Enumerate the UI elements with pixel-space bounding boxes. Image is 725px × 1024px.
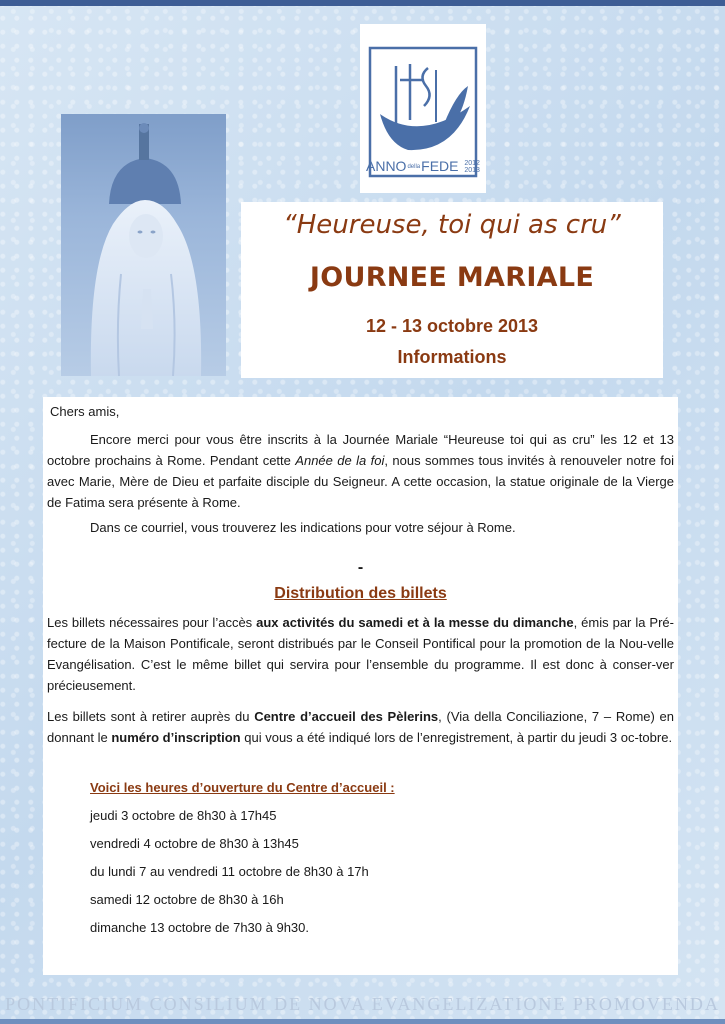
hours-item: du lundi 7 au vendredi 11 octobre de 8h30 à 17h bbox=[90, 864, 369, 879]
separator-dash: - bbox=[357, 559, 364, 576]
hours-item: samedi 12 octobre de 8h30 à 16h bbox=[90, 892, 284, 907]
title-quote: “Heureuse, toi qui as cru” bbox=[283, 210, 621, 240]
pickup-text-c: qui vous a été indiqué lors de l’enregistrement, à partir du jeudi 3 oc-tobre. bbox=[240, 730, 673, 745]
tickets-text-a: Les billets nécessaires pour l’accès bbox=[47, 615, 257, 630]
logo-text-fede: FEDE bbox=[421, 158, 459, 174]
tickets-text-b: , émis par la Pré-fecture de la Maison Pontificale, seront distribués par le Conseil Pontifical pour la promotion de la Nou-velle Evangélisation. C’est le même billet qui servira pour l’ensemble du programme. Il est donc à conser-ver précieusement. bbox=[47, 615, 674, 693]
pickup-text-a: Les billets sont à retirer auprès du bbox=[47, 709, 255, 724]
tickets-activities-bold: aux activités du samedi et à la messe du dimanche bbox=[256, 615, 574, 630]
tickets-paragraph-2 bbox=[47, 706, 674, 748]
logo-text-anno: ANNO bbox=[366, 158, 407, 174]
logo-year-start: 2012 bbox=[464, 160, 480, 168]
tickets-paragraph-1 bbox=[47, 612, 674, 696]
email-info-paragraph: Dans ce courriel, vous trouverez les indications pour votre séjour à Rome. bbox=[90, 520, 516, 535]
intro-text-b: , nous sommes tous invités à renouveler notre foi avec Marie, Mère de Dieu et parfaite disciple du Seigneur. A cette occasion, la statue originale de la Vierge de Fatima sera présente à Rome. bbox=[47, 453, 674, 510]
intro-text-a: Encore merci pour vous être inscrits à la Journée Mariale “Heureuse toi qui as cru” les 12 et 13 octobre prochains à Rome. Pendant cette bbox=[47, 432, 674, 468]
section-title-tickets: Distribution des billets bbox=[274, 585, 447, 602]
pickup-text-b: , (Via della Conciliazione, 7 – Rome) en donnant le bbox=[47, 709, 675, 745]
logo-text-della: della bbox=[407, 164, 421, 171]
bottom-border bbox=[0, 1019, 725, 1024]
year-of-faith-italic: Année de la foi bbox=[295, 453, 385, 468]
intro-paragraph bbox=[47, 429, 674, 513]
footer-watermark: PONTIFICIUM CONSILIUM DE NOVA EVANGELIZATIONE PROMOVENDA bbox=[5, 994, 720, 1014]
greeting: Chers amis, bbox=[50, 404, 120, 419]
pilgrim-center-bold: Centre d’accueil des Pèlerins bbox=[254, 709, 439, 724]
title-box bbox=[241, 202, 663, 378]
page-title: JOURNEE MARIALE bbox=[309, 262, 595, 293]
letter-content bbox=[43, 397, 678, 975]
registration-number-bold: numéro d’inscription bbox=[111, 730, 241, 745]
event-dates: 12 - 13 octobre 2013 bbox=[365, 316, 539, 336]
hours-item: jeudi 3 octobre de 8h30 à 17h45 bbox=[90, 808, 277, 823]
virgin-statue-image bbox=[61, 114, 226, 376]
hours-item: vendredi 4 octobre de 8h30 à 13h45 bbox=[90, 836, 299, 851]
anno-della-fede-logo bbox=[360, 24, 486, 193]
opening-hours-title: Voici les heures d’ouverture du Centre d’accueil : bbox=[90, 780, 395, 795]
hours-item: dimanche 13 octobre de 7h30 à 9h30. bbox=[90, 920, 310, 935]
top-border bbox=[0, 0, 725, 6]
logo-year-end: 2013 bbox=[464, 167, 480, 175]
subtitle: Informations bbox=[397, 347, 507, 367]
